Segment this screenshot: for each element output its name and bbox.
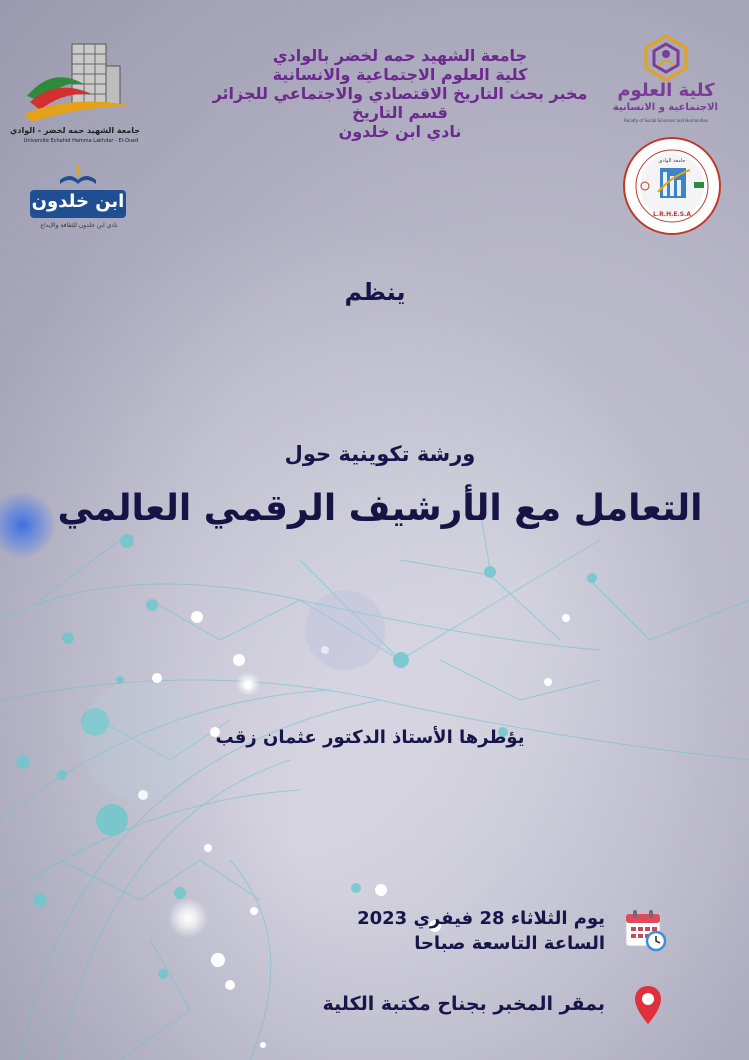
workshop-title: التعامل مع الأرشيف الرقمي العالمي <box>57 488 703 529</box>
calendar-icon <box>623 908 667 952</box>
lab-logo <box>620 136 726 236</box>
header-university: جامعة الشهيد حمه لخضر بالوادي <box>272 46 528 65</box>
header-lab: مخبر بحث التاريخ الاقتصادي والاجتماعي للجزائر <box>212 84 588 103</box>
header-club: نادي ابن خلدون <box>338 122 462 141</box>
club-name: ابن خلدون <box>31 191 125 212</box>
faculty-name: كلية العلوم <box>617 80 715 101</box>
time-line: الساعة التاسعة صباحا <box>414 933 605 954</box>
lab-acronym: L.R.H.E.S.A <box>652 211 692 218</box>
faculty-subname: الاجتماعية و الانسانية <box>612 102 718 113</box>
university-logo <box>10 36 140 154</box>
faculty-emblem-icon <box>642 34 690 82</box>
faculty-name-en: Faculty of Social Sciences and Humanities <box>623 118 709 123</box>
presenter-line: يؤطرها الأستاذ الدكتور عثمان زقب <box>215 727 525 748</box>
header-faculty: كلية العلوم الاجتماعية والانسانية <box>272 65 528 84</box>
university-name-fr: Université Echahid Hamma Lakhdar - El-Oued <box>23 138 139 144</box>
ibn-khaldoun-club-logo <box>20 166 138 236</box>
header-block <box>190 46 610 141</box>
lab-seal-icon <box>622 136 722 236</box>
organizes-label: ينظم <box>344 278 406 306</box>
location-line: بمقر المخبر بجناح مكتبة الكلية <box>322 993 605 1015</box>
book-icon <box>58 166 98 188</box>
location-pin-icon <box>633 984 663 1028</box>
lab-university-label: جامعة الوادي <box>658 158 686 164</box>
faculty-logo <box>614 34 718 126</box>
workshop-subtitle: ورشة تكوينية حول <box>284 442 476 466</box>
date-line: يوم الثلاثاء 28 فيفري 2023 <box>357 908 605 929</box>
club-caption: نادي ابن خلدون للثقافة والإبداع <box>40 222 118 229</box>
header-department: قسم التاريخ <box>352 103 448 122</box>
university-name-ar: جامعة الشهيد حمه لخضر - الوادي <box>10 126 140 135</box>
